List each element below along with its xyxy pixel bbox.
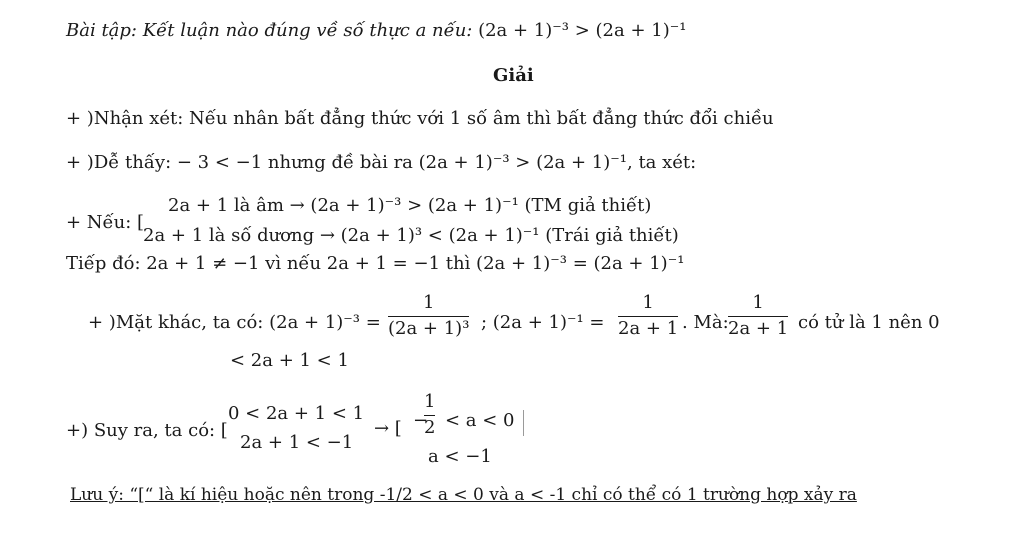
solution-heading: Giải <box>493 65 534 86</box>
other-lead: + )Mặt khác, ta có: (2a + 1)⁻³ = <box>88 312 381 333</box>
case-1: 2a + 1 là âm → (2a + 1)⁻³ > (2a + 1)⁻¹ (TM giả thiết) <box>168 195 652 216</box>
system-line-1: 0 < 2a + 1 < 1 <box>228 403 365 424</box>
result-line-2: a < −1 <box>428 446 492 467</box>
result-minus: − <box>413 410 429 431</box>
fraction-2-numerator: 1 <box>642 292 654 313</box>
fraction-1-numerator: 1 <box>422 292 435 313</box>
fraction-2-bar <box>618 316 678 317</box>
result-tail: < a < 0 <box>445 410 515 431</box>
other-continuation: < 2a + 1 < 1 <box>230 350 349 371</box>
fraction-3-numerator: 1 <box>752 292 764 313</box>
fraction-1 <box>388 293 469 339</box>
next-line: Tiếp đó: 2a + 1 ≠ −1 vì nếu 2a + 1 = −1 thì (2a + 1)⁻³ = (2a + 1)⁻¹ <box>66 253 685 274</box>
result-fraction-bar <box>424 415 435 416</box>
observe-line: + )Dễ thấy: − 3 < −1 nhưng đề bài ra (2a + 1)⁻³ > (2a + 1)⁻¹, ta xét: <box>66 152 697 173</box>
fraction-1-denominator: (2a + 1)³ <box>388 318 470 339</box>
fraction-3-denominator: 2a + 1 <box>728 318 789 339</box>
other-tail: có tử là 1 nên 0 <box>798 312 940 333</box>
result-fraction-numerator: 1 <box>424 391 436 412</box>
case-2: 2a + 1 là số dương → (2a + 1)³ < (2a + 1)⁻¹ (Trái giả thiết) <box>143 225 679 246</box>
fraction-2 <box>618 293 678 339</box>
result-fraction-denominator: 2 <box>424 417 436 438</box>
conclude-lead: +) Suy ra, ta có: [ <box>66 420 228 441</box>
system-line-2: 2a + 1 < −1 <box>240 432 354 453</box>
fraction-2-denominator: 2a + 1 <box>618 318 679 339</box>
fraction-3 <box>728 293 788 339</box>
problem-inequality: (2a + 1)⁻³ > (2a + 1)⁻¹ <box>478 20 687 41</box>
fraction-1-bar <box>388 316 469 317</box>
conclude-arrow: → [ <box>374 418 402 439</box>
cases-label: + Nếu: [ <box>66 212 145 233</box>
other-mid: ; (2a + 1)⁻¹ = <box>481 312 605 333</box>
problem-prefix: Bài tập: Kết luận nào đúng về số thực a nếu: <box>66 20 479 41</box>
fraction-3-bar <box>728 316 788 317</box>
other-ma: . Mà: <box>682 312 729 333</box>
remark-line: + )Nhận xét: Nếu nhân bất đẳng thức với 1 số âm thì bất đẳng thức đổi chiều <box>66 108 774 129</box>
result-fraction <box>424 392 435 438</box>
note-line: Lưu ý: “[“ là kí hiệu hoặc nên trong -1/2 < a < 0 và a < -1 chỉ có thể có 1 trường hợp xảy ra <box>70 485 857 505</box>
text-cursor <box>523 410 524 436</box>
problem-statement <box>66 20 686 42</box>
